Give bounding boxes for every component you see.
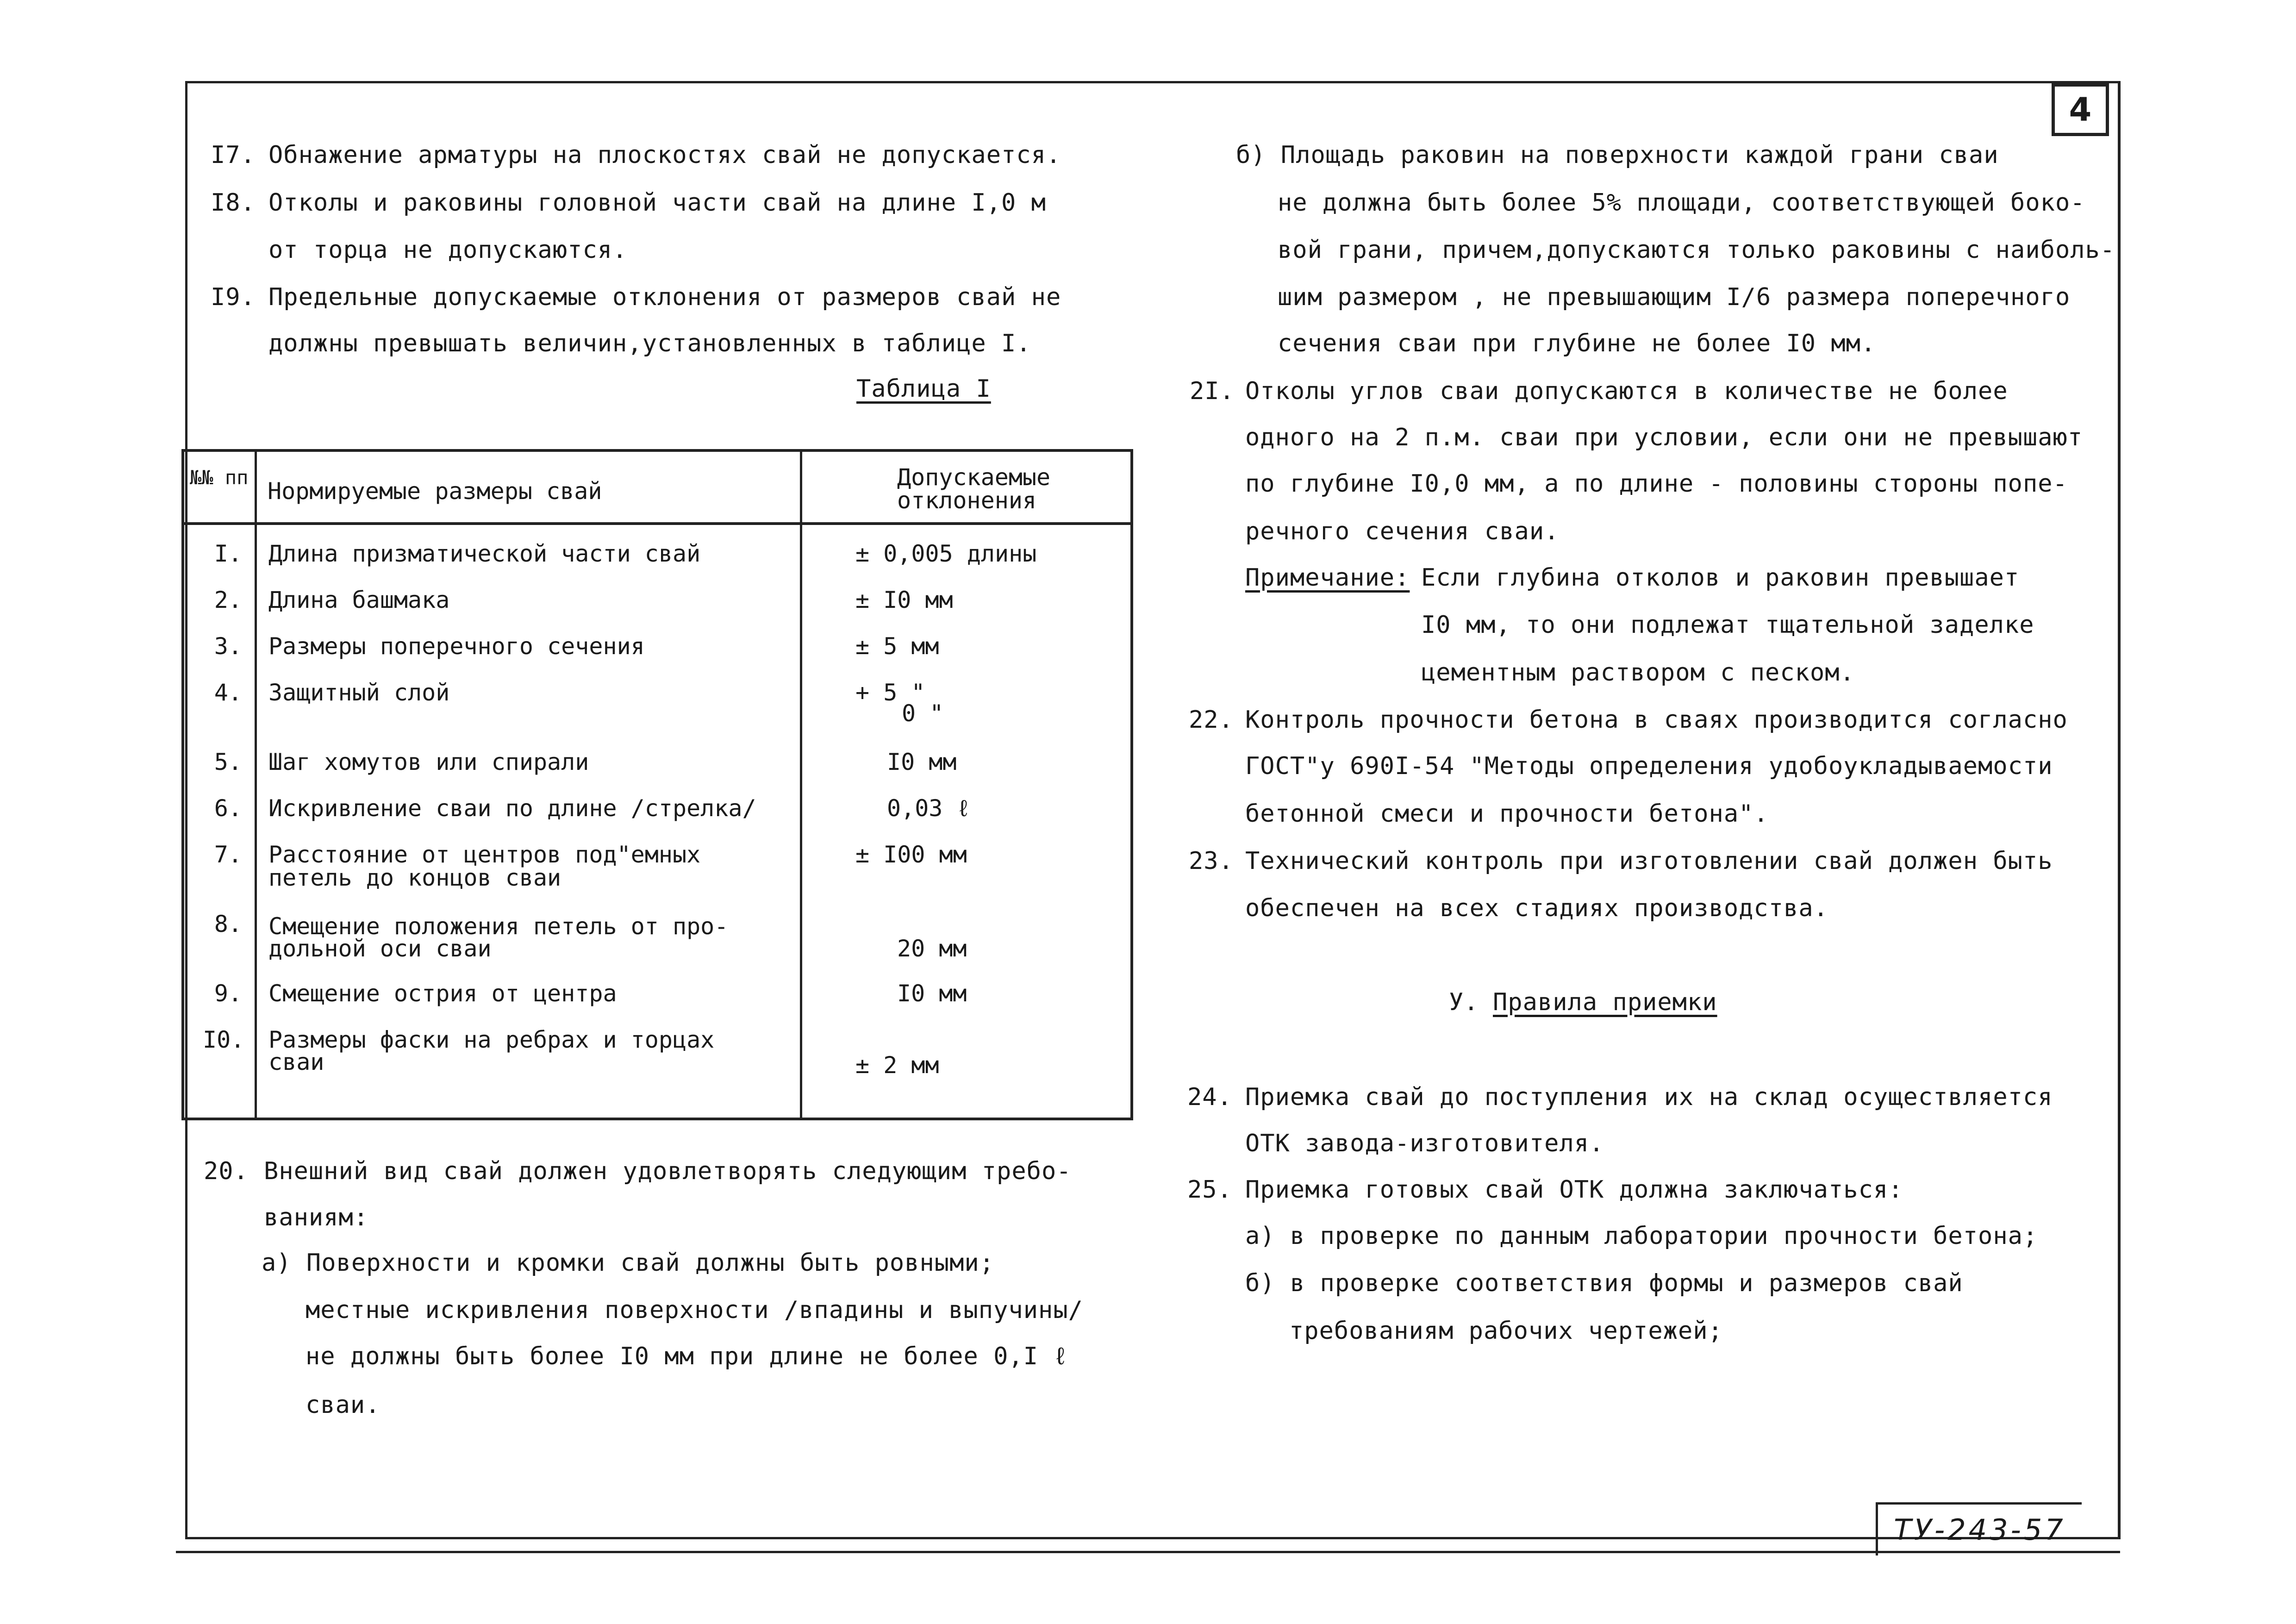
item-25-num: 25. [1187, 1176, 1232, 1204]
item-20b-line3: вой грани, причем,допускаются только раковины с наиболь- [1278, 236, 2115, 264]
item-18-num: I8. [211, 189, 256, 217]
table-row-name-2: сваи [268, 1049, 324, 1075]
table-row-tol: I0 мм [887, 749, 957, 775]
table-row-num: 5. [214, 749, 242, 775]
table-col-divider-2 [800, 452, 802, 1118]
table-row-num: 3. [214, 633, 242, 660]
item-23-line1: Технический контроль при изготовлении свай должен быть [1245, 847, 2053, 875]
table-caption: Таблица I [856, 375, 991, 403]
item-22-num: 22. [1189, 706, 1234, 734]
item-18-line2: от торца не допускаются. [268, 236, 628, 264]
table-row-name: Длина призматической части свай [268, 540, 701, 567]
item-20a-line3: не должны быть более I0 мм при длине не более 0,I ℓ [306, 1343, 1068, 1370]
table-row-tol: ± 0,005 длины [855, 540, 1037, 567]
item-21-num: 2I. [1190, 377, 1235, 405]
table-row-num: 9. [214, 980, 242, 1007]
table-row-num: I. [214, 540, 242, 567]
item-22-line3: бетонной смеси и прочности бетона". [1245, 800, 1769, 828]
item-24-line2: ОТК завода-изготовителя. [1245, 1130, 1604, 1157]
item-24-line1: Приемка свай до поступления их на склад осуществляется [1245, 1083, 2053, 1111]
item-19-line1: Предельные допускаемые отклонения от размеров свай не [268, 283, 1061, 311]
table-row-tol: 0,03 ℓ [887, 795, 971, 822]
table-row-name: Размеры фаски на ребрах и торцах [268, 1026, 715, 1053]
table-row-tol: ± 2 мм [855, 1052, 939, 1079]
item-25-line1: Приемка готовых свай ОТК должна заключаться: [1245, 1176, 1903, 1204]
table-header-divider [184, 522, 1130, 525]
table-row-num: 8. [214, 911, 242, 937]
table-row-tol: 20 мм [897, 935, 967, 962]
table-col-divider-1 [255, 452, 257, 1118]
item-20a-line1: а) Поверхности и кромки свай должны быть ровными; [262, 1249, 995, 1277]
table-row-tol: ± 5 мм [855, 633, 939, 660]
table-row-tol: ± I0 мм [855, 587, 953, 613]
table-row-name: Смещение положения петель от про- [268, 913, 729, 940]
item-22-line1: Контроль прочности бетона в сваях производится согласно [1245, 706, 2068, 734]
note-line2: I0 мм, то они подлежат тщательной заделке [1421, 611, 2034, 639]
table-row-name: Размеры поперечного сечения [268, 633, 645, 660]
item-20b-line4: шим размером , не превышающим I/6 размера поперечного [1278, 283, 2071, 311]
item-20-num: 20. [204, 1157, 249, 1185]
document-code-stamp: ТУ-243-57 [1876, 1502, 2082, 1555]
note-label: Примечание: [1245, 564, 1410, 592]
item-20b-line1: б) Площадь раковин на поверхности каждой грани сваи [1236, 141, 1999, 169]
item-17-num: I7. [211, 141, 256, 169]
item-24-num: 24. [1187, 1083, 1232, 1111]
item-19-line2: должны превышать величин,установленных в таблице I. [268, 330, 1031, 357]
item-19-num: I9. [211, 283, 256, 311]
table-row-name: Длина башмака [268, 587, 450, 613]
item-23-num: 23. [1189, 847, 1234, 875]
note-line3: цементным раствором с песком. [1421, 659, 1855, 687]
item-18-line1: Отколы и раковины головной части свай на длине I,0 м [268, 189, 1046, 217]
item-21-line1: Отколы углов сваи допускаются в количестве не более [1245, 377, 2008, 405]
table-row-name: Смещение острия от центра [268, 980, 617, 1007]
item-25b-line1: б) в проверке соответствия формы и размеров свай [1245, 1269, 1963, 1297]
table-row-name: Шаг хомутов или спирали [268, 749, 589, 775]
note-line1: Если глубина отколов и раковин превышает [1421, 564, 2020, 592]
table-row-name: Искривление сваи по длине /стрелка/ [268, 795, 756, 822]
page-frame-bottom [176, 1551, 2120, 1553]
item-21-line2: одного на 2 п.м. сваи при условии, если они не превышают [1245, 424, 2083, 451]
table-row-num: 2. [214, 587, 242, 613]
item-21-line4: речного сечения сваи. [1245, 518, 1560, 545]
item-20-line2: ваниям: [264, 1204, 369, 1231]
section-number: У. [1449, 988, 1479, 1016]
item-20b-line2: не должна быть более 5% площади, соответствующей боко- [1278, 189, 2085, 217]
tolerance-table [181, 449, 1133, 1120]
table-row-num: 7. [214, 841, 242, 868]
table-row-name-2: дольной оси сваи [268, 935, 492, 962]
table-header-tolerance-1: Допускаемые [897, 464, 1051, 491]
item-21-line3: по глубине I0,0 мм, а по длине - половины стороны попе- [1245, 470, 2068, 498]
page-number: 4 [2052, 83, 2109, 136]
table-row-tol: ± I00 мм [855, 841, 967, 868]
table-row-name: Защитный слой [268, 679, 450, 706]
table-row-tol-2: 0 " [902, 700, 944, 727]
item-20a-line4: сваи. [306, 1391, 381, 1419]
table-row-name: Расстояние от центров под"емных [268, 841, 701, 868]
table-row-num: 4. [214, 679, 242, 706]
item-25a: а) в проверке по данным лаборатории прочности бетона; [1245, 1222, 2038, 1250]
table-row-num: 6. [214, 795, 242, 822]
item-23-line2: обеспечен на всех стадиях производства. [1245, 894, 1828, 922]
item-25b-line2: требованиям рабочих чертежей; [1289, 1317, 1723, 1345]
item-20a-line2: местные искривления поверхности /впадины и выпучины/ [306, 1296, 1083, 1324]
item-20b-line5: сечения сваи при глубине не более I0 мм. [1278, 330, 1876, 357]
item-22-line2: ГОСТ"у 690I-54 "Методы определения удобоукладываемости [1245, 752, 2053, 780]
table-row-tol: + 5 " [855, 679, 925, 706]
table-header-num: №№ пп [190, 466, 249, 489]
table-row-num: I0. [203, 1026, 245, 1053]
table-header-tolerance-2: отклонения [897, 487, 1037, 514]
item-17-text: Обнажение арматуры на плоскостях свай не допускается. [268, 141, 1061, 169]
table-row-name-2: петель до концов сваи [268, 864, 562, 891]
section-title: Правила приемки [1493, 988, 1717, 1016]
table-header-name: Нормируемые размеры свай [268, 478, 602, 505]
table-row-tol: I0 мм [897, 980, 967, 1007]
item-20-line1: Внешний вид свай должен удовлетворять следующим требо- [264, 1157, 1072, 1185]
